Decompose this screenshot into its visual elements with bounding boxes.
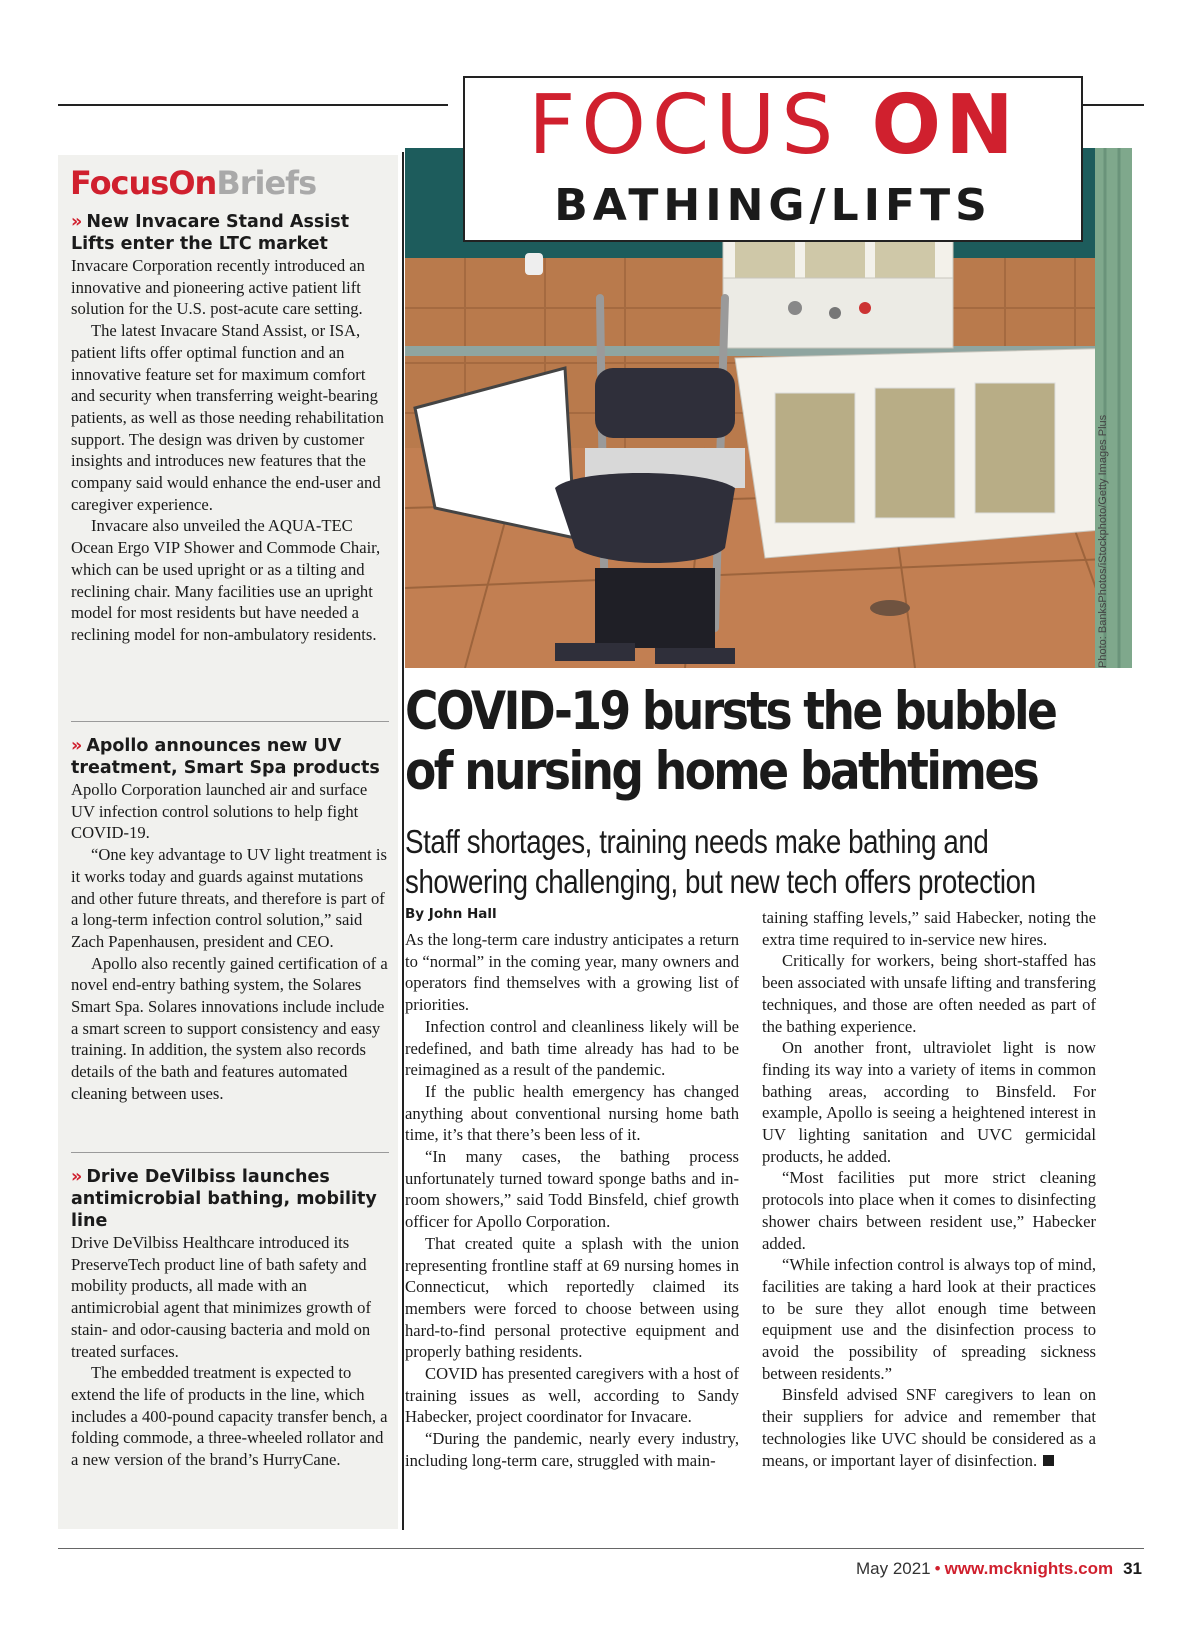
brief-apollo — [71, 735, 389, 1105]
focus-on-briefs-sidebar — [58, 155, 398, 1529]
article-subhead — [405, 822, 1094, 902]
brief-paragraph: Invacare also unveiled the AQUA-TEC Ocean Ergo VIP Shower and Commode Chair, which can be used upright or as a tilting and reclining chair. Many facilities use an upright model for most residents but have needed a reclining model for non-ambulatory residents. — [71, 516, 381, 644]
brief-paragraph: The embedded treatment is expected to extend the life of products in the line, which includes a 400-pound capacity transfer bench, a folding commode, a three-wheeled rollator and a new version of the brand’s HurryCane. — [71, 1363, 388, 1470]
brief-paragraph: Apollo Corporation launched air and surface UV infection control solutions to help fight COVID-19. — [71, 780, 368, 843]
section-header — [463, 76, 1083, 242]
brief-drive-devilbiss — [71, 1166, 389, 1471]
brief-divider — [71, 721, 389, 722]
headline-line-1: COVID-19 bursts the bubble — [405, 681, 1056, 742]
subhead-line-2: showering challenging, but new tech offers protection — [405, 863, 1036, 900]
footer-rule — [58, 1548, 1144, 1549]
page-number: 31 — [1123, 1559, 1142, 1578]
byline: By John Hall — [405, 906, 497, 922]
article-paragraph: Critically for workers, being short-staffed has been associated with unsafe lifting and transfering techniques, and those are often needed as part of the bathing experience. — [762, 951, 1096, 1036]
article-headline — [405, 682, 1145, 802]
end-mark-icon — [1043, 1455, 1054, 1466]
top-rule-right — [1082, 104, 1144, 106]
article-paragraph: As the long-term care industry anticipates a return to “normal” in the coming year, many owners and operators find themselves with a growing list of priorities. — [405, 930, 739, 1015]
issue-date: May 2021 — [855, 1559, 931, 1578]
column-divider — [402, 152, 404, 1530]
photo-credit: Photo: BanksPhotos/iStockphoto/Getty Images Plus — [1097, 414, 1109, 668]
brief-title: » Apollo announces new UV treatment, Smart Spa products — [71, 736, 380, 778]
subhead-line-1: Staff shortages, training needs make bathing and — [405, 823, 989, 860]
article-paragraph: On another front, ultraviolet light is now finding its way into a variety of items in common bathing areas, according to Binsfeld. For example, Apollo is seeing a heightened interest in UV lighting sanitation and UVC germicidal products, he added. — [762, 1038, 1096, 1166]
brief-divider — [71, 1152, 389, 1153]
article-column-1 — [405, 929, 739, 1472]
headline-line-2: of nursing home bathtimes — [405, 741, 1038, 802]
section-topic: BATHING/LIFTS — [554, 180, 992, 231]
arrow-icon: » — [71, 736, 83, 756]
article-paragraph: “During the pandemic, nearly every industry, including long-term care, struggled with main- — [405, 1429, 739, 1470]
briefs-heading-red: FocusOn — [70, 164, 217, 202]
focus-word: FOCUS — [528, 78, 840, 173]
website-link[interactable]: www.mcknights.com — [944, 1559, 1114, 1578]
footer-bullet: • — [934, 1559, 941, 1578]
brief-invacare — [71, 211, 389, 646]
brief-paragraph: The latest Invacare Stand Assist, or ISA, patient lifts offer optimal function and an innovative feature set for maximum comfort and security when transferring weight-bearing patients, as well as those needing rehabilitation support. The design was driven by customer insights and introduces new features that the company said would enhance the end-user and caregiver experience. — [71, 321, 384, 514]
article-paragraph: COVID has presented caregivers with a host of training issues as well, according to Sandy Habecker, project coordinator for Invacare. — [405, 1364, 739, 1427]
focus-on-title — [465, 78, 1081, 173]
briefs-heading-gray: Briefs — [216, 164, 317, 202]
brief-paragraph: Invacare Corporation recently introduced an innovative and pioneering active patient lift solution for the U.S. post-acute care setting. — [71, 256, 365, 319]
page-footer — [856, 1559, 1142, 1579]
brief-paragraph: “One key advantage to UV light treatment is it works today and guards against mutations and other future threats, and therefore is part of a long-term infection control solution,” said Zach Papenhausen, president and CEO. — [71, 845, 387, 951]
brief-paragraph: Apollo also recently gained certification of a novel end-entry bathing system, the Solares Smart Spa. Solares innovations include include a smart screen to support consistency and easy training. In addition, the system also records details of the bath and features automated cleaning between uses. — [71, 953, 388, 1103]
briefs-heading — [70, 161, 316, 205]
article-paragraph: “While infection control is always top of mind, facilities are taking a hard look at their practices to be sure they allot enough time between equipment use and the disinfection process to avoid the possibility of spreading sickness between residents.” — [762, 1255, 1096, 1383]
article-paragraph: Infection control and cleanliness likely will be redefined, and bath time already has had to be reimagined as a result of the pandemic. — [405, 1016, 739, 1080]
article-paragraph: If the public health emergency has changed anything about conventional nursing home bath time, it’s that there’s been less of it. — [405, 1081, 739, 1145]
on-word: ON — [871, 78, 1018, 173]
article-paragraph: “In many cases, the bathing process unfortunately turned toward sponge baths and in-room showers,” said Todd Binsfeld, chief growth officer for Apollo Corporation. — [405, 1147, 739, 1232]
article-last-paragraph: Binsfeld advised SNF caregivers to lean on their suppliers for advice and remember that technologies like UVC should be considered as a means, or important layer of disinfection. — [762, 1385, 1096, 1470]
top-rule-left — [58, 104, 448, 106]
article-column-2 — [762, 907, 1096, 1471]
brief-paragraph: Drive DeVilbiss Healthcare introduced its PreserveTech product line of bath safety and mobility products, all made with an antimicrobial agent that minimizes growth of stain- and odor-causing bacteria and mold on treated surfaces. — [71, 1233, 371, 1361]
arrow-icon: » — [71, 1167, 83, 1187]
article-paragraph: taining staffing levels,” said Habecker, noting the extra time required to in-service new hires. — [762, 908, 1096, 949]
brief-title: » Drive DeVilbiss launches antimicrobial bathing, mobility line — [71, 1167, 377, 1231]
article-paragraph: “Most facilities put more strict cleaning protocols into place when it comes to disinfecting shower chairs between resident use,” Habecker added. — [762, 1168, 1096, 1253]
article-paragraph: That created quite a splash with the union representing frontline staff at 69 nursing homes in Connecticut, which reportedly claimed its members were forced to choose between using hard-to-find personal protective equipment and properly bathing residents. — [405, 1233, 739, 1362]
brief-title: » New Invacare Stand Assist Lifts enter the LTC market — [71, 212, 350, 254]
arrow-icon: » — [71, 212, 83, 232]
